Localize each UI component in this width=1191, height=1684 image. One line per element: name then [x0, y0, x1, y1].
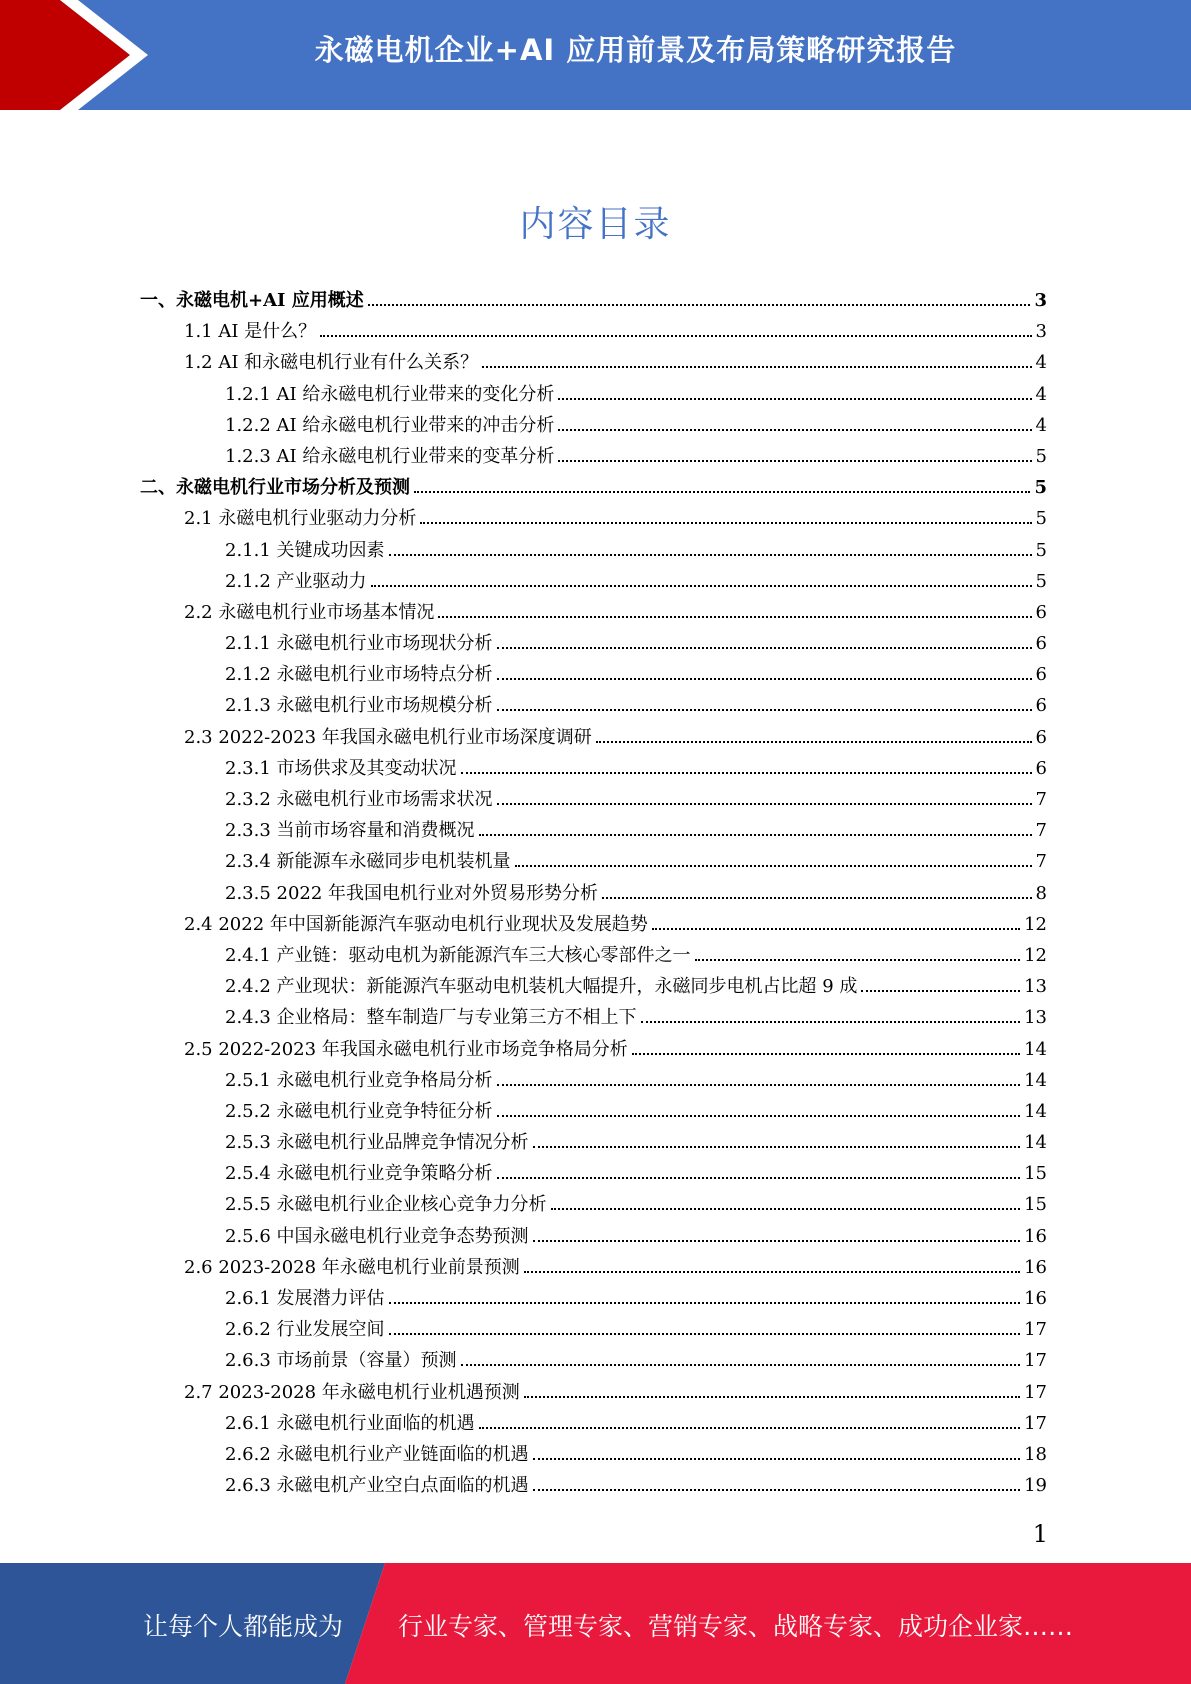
toc-entry[interactable] — [0, 379, 1047, 410]
footer-slogan-left: 让每个人都能成为 — [143, 1612, 344, 1641]
toc-leader-dots — [497, 677, 1032, 680]
toc-leader-dots — [497, 1114, 1021, 1117]
toc-entry-page: 4 — [1035, 414, 1047, 436]
toc-leader-dots — [533, 1239, 1021, 1242]
toc-entry-page: 17 — [1024, 1319, 1047, 1341]
toc-entry[interactable] — [0, 347, 1047, 378]
toc-leader-dots — [497, 802, 1032, 805]
toc-entry-title: 2.3.1 市场供求及其变动状况 — [225, 757, 457, 779]
toc-entry-page: 14 — [1024, 1069, 1047, 1091]
toc-entry-page: 7 — [1035, 789, 1047, 810]
toc-entry-title: 1.2.1 AI 给永磁电机行业带来的变化分析 — [225, 383, 555, 405]
toc-entry[interactable] — [0, 566, 1047, 597]
toc-heading: 内容目录 — [519, 204, 672, 245]
toc-leader-dots — [533, 1457, 1021, 1460]
toc-entry[interactable] — [0, 1377, 1047, 1408]
toc-entry[interactable] — [0, 878, 1047, 909]
toc-leader-dots — [695, 958, 1021, 961]
toc-entry[interactable] — [0, 535, 1047, 566]
toc-leader-dots — [389, 1301, 1021, 1304]
toc-entry-page: 6 — [1035, 726, 1047, 748]
toc-leader-dots — [551, 1207, 1021, 1210]
toc-entry-page: 6 — [1035, 633, 1047, 655]
toc-entry-page: 5 — [1034, 477, 1047, 499]
toc-entry[interactable] — [0, 1408, 1047, 1439]
toc-entry[interactable] — [0, 1314, 1047, 1345]
toc-entry-page: 3 — [1035, 321, 1047, 343]
toc-entry-title: 2.5.6 中国永磁电机行业竞争态势预测 — [225, 1225, 529, 1247]
toc-entry-title: 2.3.2 永磁电机行业市场需求状况 — [225, 789, 493, 810]
toc-leader-dots — [632, 1052, 1020, 1055]
toc-entry-title: 2.6.2 永磁电机行业产业链面临的机遇 — [225, 1443, 529, 1465]
toc-entry[interactable] — [0, 316, 1047, 347]
toc-entry-title: 2.6 2023-2028 年永磁电机行业前景预测 — [184, 1256, 520, 1278]
toc-entry-title: 2.5.3 永磁电机行业品牌竞争情况分析 — [225, 1132, 529, 1154]
toc-entry[interactable] — [0, 1221, 1047, 1252]
toc-entry-title: 2.6.1 发展潜力评估 — [225, 1288, 385, 1309]
toc-leader-dots — [479, 1426, 1021, 1429]
toc-leader-dots — [497, 1176, 1021, 1179]
toc-entry-title: 2.3.5 2022 年我国电机行业对外贸易形势分析 — [225, 882, 599, 904]
toc-leader-dots — [482, 365, 1031, 368]
toc-leader-dots — [533, 1488, 1021, 1491]
toc-leader-dots — [558, 428, 1031, 431]
toc-entry-page: 16 — [1024, 1225, 1047, 1247]
toc-entry-title: 2.6.2 行业发展空间 — [225, 1319, 385, 1341]
toc-entry[interactable] — [0, 659, 1047, 690]
toc-entry-page: 19 — [1024, 1475, 1047, 1497]
toc-leader-dots — [558, 397, 1031, 400]
toc-entry-title: 2.5.1 永磁电机行业竞争格局分析 — [225, 1069, 493, 1091]
toc-entry[interactable] — [0, 628, 1047, 659]
toc-entry[interactable] — [0, 503, 1047, 534]
toc-entry[interactable] — [0, 1252, 1047, 1283]
toc-leader-dots — [533, 1145, 1021, 1148]
toc-entry-page: 5 — [1035, 508, 1047, 530]
toc-entry-page: 3 — [1034, 290, 1047, 311]
toc-entry-page: 6 — [1035, 695, 1047, 717]
toc-entry[interactable] — [0, 1283, 1047, 1314]
toc-entry[interactable] — [0, 940, 1047, 971]
toc-leader-dots — [368, 303, 1031, 306]
toc-leader-dots — [558, 459, 1031, 462]
toc-entry[interactable] — [0, 1065, 1047, 1096]
toc-entry[interactable] — [0, 690, 1047, 721]
toc-leader-dots — [371, 584, 1032, 587]
toc-entry-title: 2.1.2 产业驱动力 — [225, 570, 367, 592]
toc-entry-title: 2.6.1 永磁电机行业面临的机遇 — [225, 1412, 475, 1434]
toc-entry-page: 13 — [1024, 976, 1047, 998]
toc-entry[interactable] — [0, 1470, 1047, 1501]
toc-entry[interactable] — [0, 1189, 1047, 1220]
toc-entry-title: 2.1.2 永磁电机行业市场特点分析 — [225, 664, 493, 686]
toc-entry-title: 2.3 2022-2023 年我国永磁电机行业市场深度调研 — [184, 726, 592, 748]
toc-leader-dots — [861, 989, 1020, 992]
toc-entry[interactable] — [0, 597, 1047, 628]
toc-entry-title: 1.2.2 AI 给永磁电机行业带来的冲击分析 — [225, 414, 555, 436]
toc-entry-page: 5 — [1035, 539, 1047, 561]
toc-entry[interactable] — [0, 815, 1047, 846]
toc-entry[interactable] — [0, 1345, 1047, 1376]
toc-entry-page: 17 — [1024, 1381, 1047, 1403]
table-of-contents — [0, 285, 1191, 1501]
toc-entry-title: 2.4 2022 年中国新能源汽车驱动电机行业现状及发展趋势 — [184, 913, 648, 935]
toc-entry-page: 18 — [1024, 1443, 1047, 1465]
toc-entry[interactable] — [0, 472, 1047, 503]
toc-entry-page: 17 — [1024, 1350, 1047, 1372]
toc-entry-title: 2.5 2022-2023 年我国永磁电机行业市场竞争格局分析 — [184, 1038, 628, 1060]
toc-entry-page: 17 — [1024, 1412, 1047, 1434]
toc-entry-title: 1.2.3 AI 给永磁电机行业带来的变革分析 — [225, 445, 555, 467]
toc-entry-title: 2.6.3 市场前景（容量）预测 — [225, 1350, 457, 1372]
toc-entry-page: 5 — [1035, 445, 1047, 467]
toc-entry-title: 二、永磁电机行业市场分析及预测 — [140, 477, 410, 499]
toc-entry-title: 一、永磁电机+AI 应用概述 — [140, 290, 364, 311]
toc-leader-dots — [652, 927, 1020, 930]
toc-entry-title: 2.3.4 新能源车永磁同步电机装机量 — [225, 851, 511, 873]
toc-entry-page: 15 — [1024, 1194, 1047, 1216]
toc-leader-dots — [414, 490, 1030, 493]
toc-entry[interactable] — [0, 1096, 1047, 1127]
toc-entry[interactable] — [0, 846, 1047, 877]
header-banner — [0, 0, 1191, 110]
toc-entry[interactable] — [0, 441, 1047, 472]
toc-leader-dots — [497, 1083, 1021, 1086]
toc-entry[interactable] — [0, 1439, 1047, 1470]
toc-entry-page: 6 — [1035, 664, 1047, 686]
toc-leader-dots — [479, 833, 1032, 836]
toc-entry-page: 4 — [1035, 352, 1047, 374]
toc-entry-page: 6 — [1035, 601, 1047, 623]
toc-entry-title: 2.5.2 永磁电机行业竞争特征分析 — [225, 1100, 493, 1122]
toc-leader-dots — [320, 334, 1031, 337]
toc-entry-title: 2.4.3 企业格局：整车制造厂与专业第三方不相上下 — [225, 1007, 637, 1029]
toc-entry-page: 7 — [1035, 820, 1047, 842]
toc-entry-page: 12 — [1024, 913, 1047, 935]
toc-entry-page: 14 — [1024, 1132, 1047, 1154]
toc-entry-title: 1.2 AI 和永磁电机行业有什么关系？ — [184, 352, 479, 374]
toc-leader-dots — [461, 1363, 1021, 1366]
toc-entry[interactable] — [0, 909, 1047, 940]
toc-entry-title: 2.4.1 产业链：驱动电机为新能源汽车三大核心零部件之一 — [225, 944, 691, 966]
footer-banner — [0, 1563, 1191, 1684]
toc-entry-title: 2.7 2023-2028 年永磁电机行业机遇预测 — [184, 1381, 520, 1403]
toc-entry-page: 4 — [1035, 383, 1047, 405]
toc-entry[interactable] — [0, 784, 1047, 815]
toc-leader-dots — [641, 1020, 1021, 1023]
report-title: 永磁电机企业+AI 应用前景及布局策略研究报告 — [314, 33, 957, 67]
toc-entry-page: 7 — [1035, 851, 1047, 873]
toc-leader-dots — [596, 740, 1032, 743]
toc-leader-dots — [497, 646, 1032, 649]
toc-leader-dots — [524, 1270, 1020, 1273]
toc-entry-title: 2.1.3 永磁电机行业市场规模分析 — [225, 695, 493, 717]
footer-slogan-right: 行业专家、管理专家、营销专家、战略专家、成功企业家…… — [398, 1612, 1074, 1641]
toc-entry[interactable] — [0, 410, 1047, 441]
toc-leader-dots — [497, 708, 1032, 711]
toc-entry-page: 16 — [1024, 1288, 1047, 1309]
toc-entry-title: 2.4.2 产业现状：新能源汽车驱动电机装机大幅提升，永磁同步电机占比超 9 成 — [225, 976, 858, 998]
toc-entry[interactable] — [0, 722, 1047, 753]
toc-leader-dots — [389, 553, 1032, 556]
toc-entry[interactable] — [0, 971, 1047, 1002]
toc-entry[interactable] — [0, 285, 1047, 316]
toc-entry-title: 2.1.1 永磁电机行业市场现状分析 — [225, 633, 493, 655]
toc-leader-dots — [602, 896, 1031, 899]
toc-leader-dots — [461, 771, 1032, 774]
toc-entry[interactable] — [0, 1034, 1047, 1065]
toc-leader-dots — [438, 615, 1031, 618]
toc-entry-page: 8 — [1035, 882, 1047, 904]
toc-entry-title: 2.5.5 永磁电机行业企业核心竞争力分析 — [225, 1194, 547, 1216]
toc-entry-page: 14 — [1024, 1038, 1047, 1060]
toc-entry-title: 2.3.3 当前市场容量和消费概况 — [225, 820, 475, 842]
toc-entry[interactable] — [0, 1002, 1047, 1033]
toc-entry-title: 2.6.3 永磁电机产业空白点面临的机遇 — [225, 1475, 529, 1497]
toc-entry-title: 1.1 AI 是什么？ — [184, 321, 317, 343]
toc-leader-dots — [524, 1395, 1020, 1398]
toc-entry[interactable] — [0, 753, 1047, 784]
toc-leader-dots — [515, 864, 1032, 867]
toc-entry-title: 2.5.4 永磁电机行业竞争策略分析 — [225, 1163, 493, 1185]
toc-entry-title: 2.2 永磁电机行业市场基本情况 — [184, 601, 435, 623]
toc-leader-dots — [389, 1332, 1021, 1335]
page-number: 1 — [1032, 1520, 1048, 1548]
toc-entry-page: 13 — [1024, 1007, 1047, 1029]
toc-entry-page: 16 — [1024, 1256, 1047, 1278]
toc-entry-page: 12 — [1024, 944, 1047, 966]
toc-entry-page: 6 — [1035, 757, 1047, 779]
toc-entry-page: 14 — [1024, 1100, 1047, 1122]
toc-entry-page: 15 — [1024, 1163, 1047, 1185]
toc-entry-title: 2.1.1 关键成功因素 — [225, 539, 385, 561]
toc-entry-title: 2.1 永磁电机行业驱动力分析 — [184, 508, 417, 530]
toc-entry[interactable] — [0, 1158, 1047, 1189]
toc-leader-dots — [420, 521, 1031, 524]
toc-entry-page: 5 — [1035, 570, 1047, 592]
toc-entry[interactable] — [0, 1127, 1047, 1158]
